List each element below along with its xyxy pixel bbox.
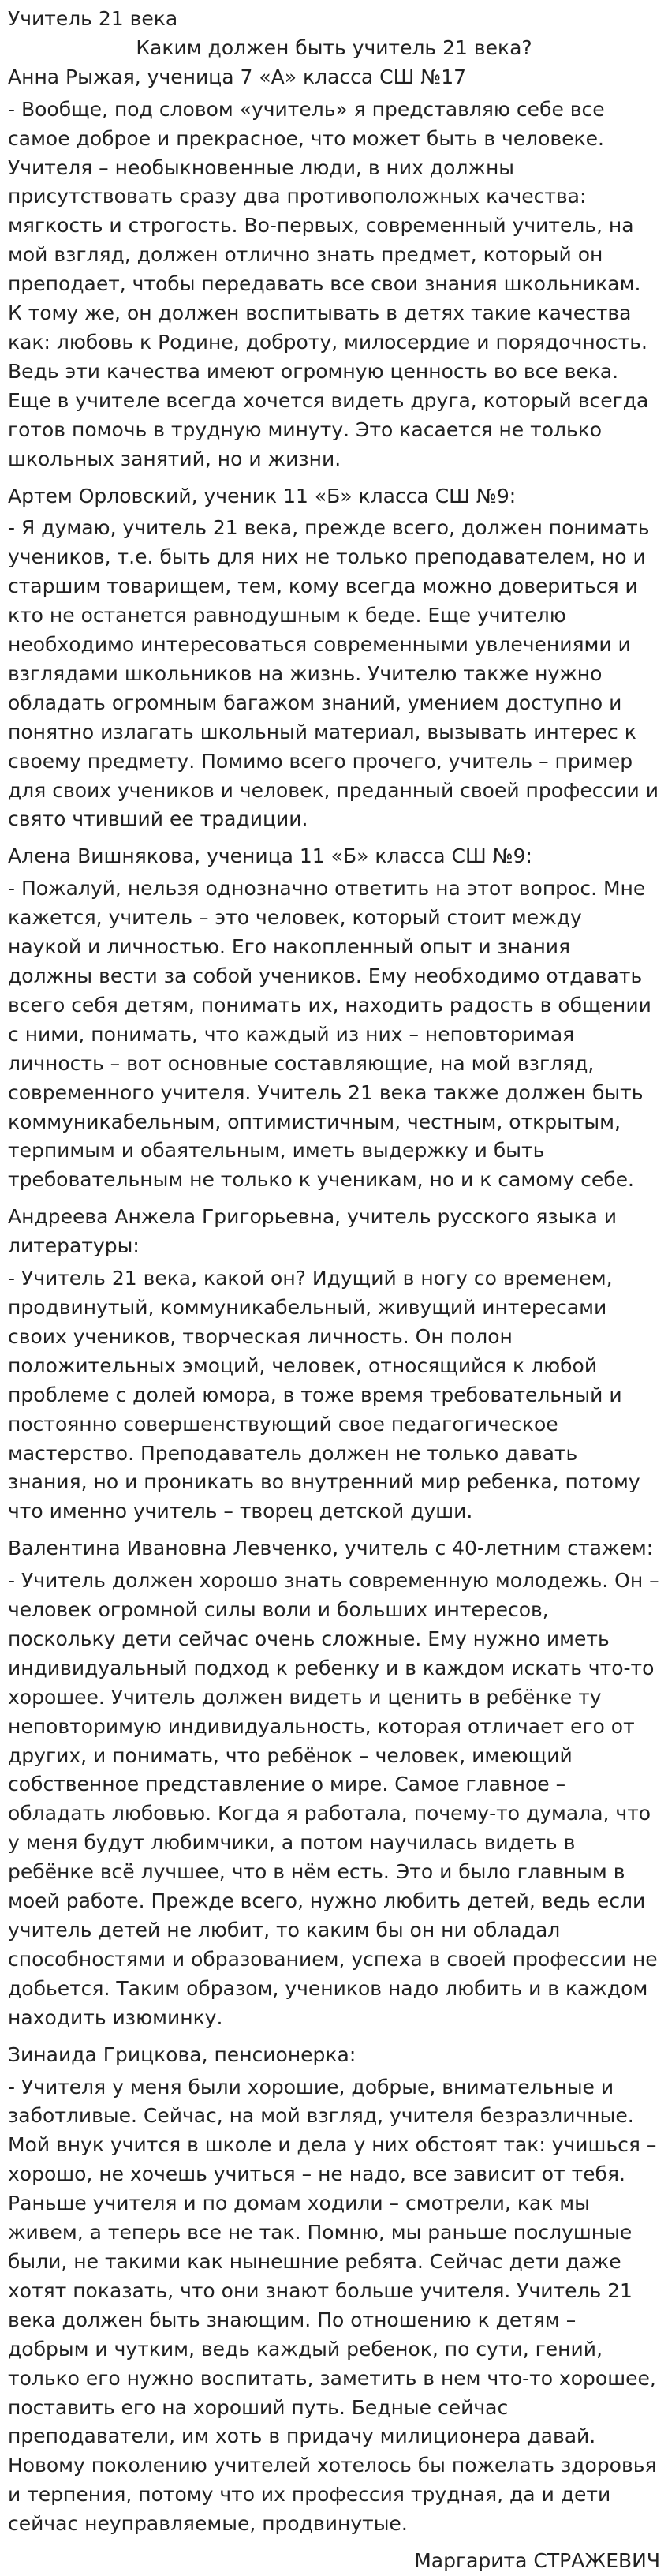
rubric-label: Учитель 21 века bbox=[8, 7, 178, 30]
article-title: Каким должен быть учитель 21 века? bbox=[136, 36, 532, 59]
speaker-quote: - Учителя у меня были хорошие, добрые, внимательные и заботливые. Сейчас, на мой взгляд, учителя безразличные. Мой внук учится в школе и дела у них обстоят так: учишься – хорошо, не хочешь учиться – не надо, все зависит от тебя. Раньше учителя и по домам ходили – смотрели, как мы живем, а теперь все не так. Помню, мы раньше послушные были, не такими как нынешние ребята. Сейчас дети даже хотят показать, что они знают больше учителя. Учитель 21 века должен быть знающим. По отношению к детям – добрым и чутким, ведь каждый ребенок, по сути, гений, только его нужно воспитать, заметить в нем что-то хорошее, поставить его на хороший путь. Бедные сейчас преподаватели, им хоть в придачу милиционера давай. Новому поколению учителей хотелось бы пожелать здоровья и терпения, потому что их профессия трудная, да и дети сейчас неуправляемые, продвинутые. bbox=[8, 2075, 657, 2536]
interview-1 bbox=[8, 63, 660, 474]
interview-6 bbox=[8, 2041, 660, 2539]
speaker-quote: - Учитель 21 века, какой он? Идущий в ногу со временем, продвинутый, коммуникабельный, живущий интересами своих учеников, творческая личность. Он полон положительных эмоций, человек, относящийся к любой проблеме с долей юмора, в тоже время требовательный и постоянно совершенствующий свое педагогическое мастерство. Преподаватель должен не только давать знания, но и проникать во внутренний мир ребенка, потому что именно учитель – творец детской души. bbox=[8, 1267, 640, 1523]
speaker-quote: - Учитель должен хорошо знать современную молодежь. Он – человек огромной силы воли и больших интересов, поскольку дети сейчас очень сложные. Ему нужно иметь индивидуальный подход к ребенку и в каждом искать что-то хорошее. Учитель должен видеть и ценить в ребёнке ту неповторимую индивидуальность, которая отличает его от других, и понимать, что ребёнок – человек, имеющий собственное представление о мире. Самое главное – обладать любовью. Когда я работала, почему-то думала, что у меня будут любимчики, а потом научилась видеть в ребёнке всё лучшее, что в нём есть. Это и было главным в моей работе. Прежде всего, нужно любить детей, ведь если учитель детей не любит, то каким бы он ни обладал способностями и образованием, успеха в своей профессии не добьется. Таким образом, учеников надо любить и в каждом находить изюминку. bbox=[8, 1569, 659, 2029]
interview-5 bbox=[8, 1534, 660, 2032]
speaker-name: Зинаида Грицкова, пенсионерка: bbox=[8, 2042, 356, 2066]
speaker-name: Андреева Анжела Григорьевна, учитель русского языка и литературы: bbox=[8, 1205, 618, 1258]
interview-4 bbox=[8, 1203, 660, 1526]
speaker-quote: - Вообще, под словом «учитель» я представляю себе все самое доброе и прекрасное, что может быть в человеке. Учителя – необыкновенные люди, в них должны присутствовать сразу два противоположных качества: мягкость и строгость. Во-первых, современный учитель, на мой взгляд, должен отлично знать предмет, который он преподает, чтобы передавать все свои знания школьникам. К тому же, он должен воспитывать в детях такие качества как: любовь к Родине, доброту, милосердие и порядочность. Ведь эти качества имеют огромную ценность во все века. Еще в учителе всегда хочется видеть друга, который всегда готов помочь в трудную минуту. Это касается не только школьных занятий, но и жизни. bbox=[8, 97, 649, 470]
interview-3 bbox=[8, 842, 660, 1195]
speaker-name: Артем Орловский, ученик 11 «Б» класса СШ №9: bbox=[8, 484, 517, 507]
speaker-name: Валентина Ивановна Левченко, учитель с 40-летним стажем: bbox=[8, 1537, 654, 1560]
author-signature: Маргарита СТРАЖЕВИЧ bbox=[414, 2549, 660, 2573]
speaker-name: Алена Вишнякова, ученица 11 «Б» класса СШ №9: bbox=[8, 844, 532, 868]
speaker-quote: - Я думаю, учитель 21 века, прежде всего, должен понимать учеников, т.е. быть для них не только преподавателем, но и старшим товарищем, тем, кому всегда можно довериться и кто не останется равнодушным к беде. Еще учителю необходимо интересоваться современными увлечениями и взглядами школьников на жизнь. Учителю также нужно обладать огромным багажом знаний, умением доступно и понятно излагать школьный материал, вызывать интерес к своему предмету. Помимо всего прочего, учитель – пример для своих учеников и человек, преданный своей профессии и свято чтивший ее традиции. bbox=[8, 516, 659, 831]
interview-2 bbox=[8, 482, 660, 835]
speaker-quote: - Пожалуй, нельзя однозначно ответить на этот вопрос. Мне кажется, учитель – это человек, который стоит между наукой и личностью. Его накопленный опыт и знания должны вести за собой учеников. Ему необходимо отдавать всего себя детям, понимать их, находить радость в общении с ними, понимать, что каждый из них – неповторимая личность – вот основные составляющие, на мой взгляд, современного учителя. Учитель 21 века также должен быть коммуникабельным, оптимистичным, честным, открытым, терпимым и обаятельным, иметь выдержку и быть требовательным не только к ученикам, но и к самому себе. bbox=[8, 877, 651, 1192]
speaker-name: Анна Рыжая, ученица 7 «А» класса СШ №17 bbox=[8, 65, 467, 88]
